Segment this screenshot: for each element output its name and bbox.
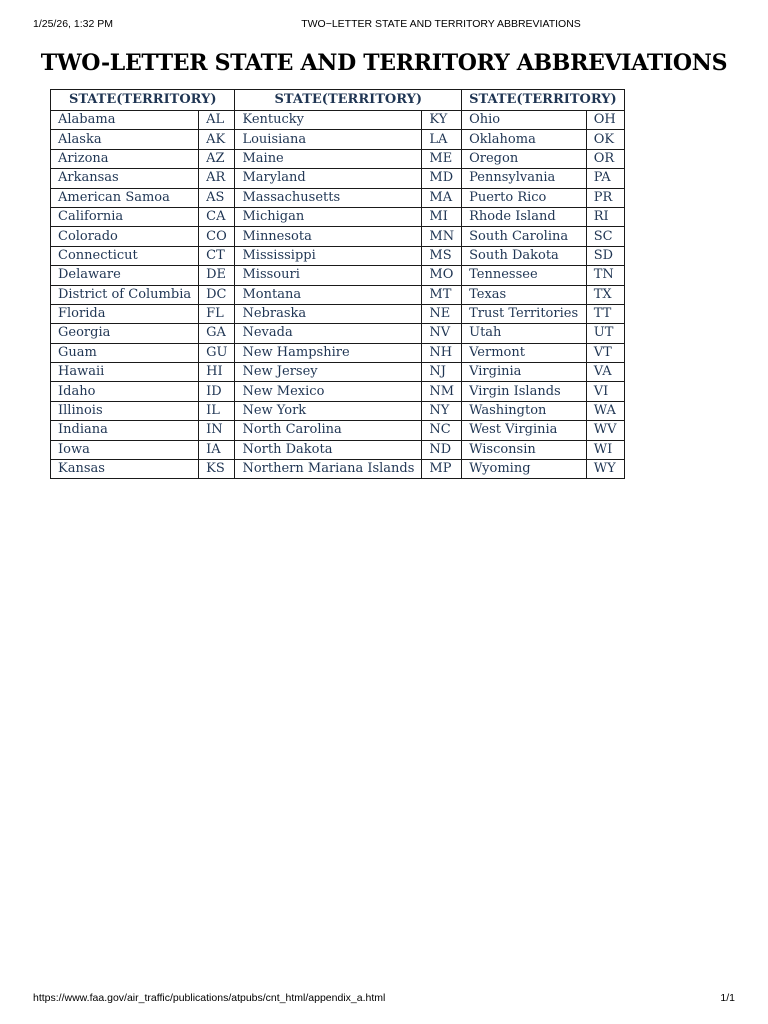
table-row [51, 266, 625, 285]
state-name-cell: Guam [51, 343, 199, 362]
state-name-cell: Maine [235, 149, 422, 168]
table-row [51, 304, 625, 323]
table-row [51, 207, 625, 226]
state-code-cell: IA [199, 440, 235, 459]
state-code-cell: GU [199, 343, 235, 362]
state-code-cell: TN [586, 266, 624, 285]
state-name-cell: Mississippi [235, 246, 422, 265]
state-code-cell: MP [422, 460, 462, 479]
table-row [51, 188, 625, 207]
state-name-cell: New York [235, 401, 422, 420]
state-name-cell: Idaho [51, 382, 199, 401]
state-name-cell: North Carolina [235, 421, 422, 440]
state-code-cell: AL [199, 111, 235, 130]
state-name-cell: Kentucky [235, 111, 422, 130]
table-row [51, 440, 625, 459]
state-name-cell: American Samoa [51, 188, 199, 207]
state-code-cell: CA [199, 207, 235, 226]
table-body [51, 111, 625, 479]
state-name-cell: Oklahoma [462, 130, 587, 149]
state-name-cell: Utah [462, 324, 587, 343]
state-code-cell: HI [199, 363, 235, 382]
state-code-cell: MN [422, 227, 462, 246]
table-row [51, 363, 625, 382]
state-name-cell: Louisiana [235, 130, 422, 149]
print-footer-url: https://www.faa.gov/air_traffic/publications/atpubs/cnt_html/appendix_a.html [33, 992, 386, 1004]
state-name-cell: Florida [51, 304, 199, 323]
print-header-title: TWO−LETTER STATE AND TERRITORY ABBREVIATIONS [301, 18, 581, 30]
state-code-cell: NE [422, 304, 462, 323]
table-row [51, 460, 625, 479]
document-title: TWO-LETTER STATE AND TERRITORY ABBREVIATIONS [40, 50, 728, 76]
state-code-cell: AZ [199, 149, 235, 168]
state-name-cell: Missouri [235, 266, 422, 285]
state-code-cell: IL [199, 401, 235, 420]
state-name-cell: Oregon [462, 149, 587, 168]
table-row [51, 111, 625, 130]
column-header-3: STATE(TERRITORY) [462, 90, 625, 111]
state-name-cell: Tennessee [462, 266, 587, 285]
state-code-cell: VA [586, 363, 624, 382]
state-code-cell: AR [199, 169, 235, 188]
table-row [51, 343, 625, 362]
state-name-cell: South Carolina [462, 227, 587, 246]
state-name-cell: Rhode Island [462, 207, 587, 226]
state-name-cell: Delaware [51, 266, 199, 285]
table-row [51, 169, 625, 188]
state-code-cell: PA [586, 169, 624, 188]
state-name-cell: Texas [462, 285, 587, 304]
table-row [51, 130, 625, 149]
state-name-cell: Ohio [462, 111, 587, 130]
state-code-cell: IN [199, 421, 235, 440]
state-code-cell: NV [422, 324, 462, 343]
state-code-cell: OK [586, 130, 624, 149]
state-name-cell: Wyoming [462, 460, 587, 479]
state-name-cell: Vermont [462, 343, 587, 362]
state-name-cell: Virgin Islands [462, 382, 587, 401]
table-row [51, 421, 625, 440]
table-row [51, 149, 625, 168]
column-header-1: STATE(TERRITORY) [51, 90, 235, 111]
state-code-cell: AS [199, 188, 235, 207]
state-name-cell: Iowa [51, 440, 199, 459]
state-name-cell: Connecticut [51, 246, 199, 265]
state-code-cell: VT [586, 343, 624, 362]
state-code-cell: KS [199, 460, 235, 479]
state-name-cell: South Dakota [462, 246, 587, 265]
state-code-cell: GA [199, 324, 235, 343]
state-code-cell: FL [199, 304, 235, 323]
state-name-cell: Alabama [51, 111, 199, 130]
table-row [51, 227, 625, 246]
state-name-cell: Nebraska [235, 304, 422, 323]
state-name-cell: District of Columbia [51, 285, 199, 304]
abbreviations-table [50, 89, 625, 479]
state-code-cell: NM [422, 382, 462, 401]
state-name-cell: Puerto Rico [462, 188, 587, 207]
state-code-cell: SC [586, 227, 624, 246]
state-name-cell: Washington [462, 401, 587, 420]
state-code-cell: NC [422, 421, 462, 440]
state-code-cell: TT [586, 304, 624, 323]
state-code-cell: CT [199, 246, 235, 265]
table-row [51, 401, 625, 420]
state-name-cell: North Dakota [235, 440, 422, 459]
state-code-cell: AK [199, 130, 235, 149]
state-code-cell: TX [586, 285, 624, 304]
table-row [51, 324, 625, 343]
column-header-2: STATE(TERRITORY) [235, 90, 462, 111]
state-name-cell: Northern Mariana Islands [235, 460, 422, 479]
state-name-cell: Nevada [235, 324, 422, 343]
state-code-cell: LA [422, 130, 462, 149]
state-code-cell: OR [586, 149, 624, 168]
state-code-cell: NY [422, 401, 462, 420]
state-name-cell: Indiana [51, 421, 199, 440]
state-code-cell: NJ [422, 363, 462, 382]
state-name-cell: Minnesota [235, 227, 422, 246]
state-code-cell: WI [586, 440, 624, 459]
state-name-cell: Michigan [235, 207, 422, 226]
state-code-cell: MD [422, 169, 462, 188]
table-header-row [51, 90, 625, 111]
state-code-cell: VI [586, 382, 624, 401]
state-name-cell: Georgia [51, 324, 199, 343]
state-name-cell: Pennsylvania [462, 169, 587, 188]
state-code-cell: SD [586, 246, 624, 265]
state-name-cell: Trust Territories [462, 304, 587, 323]
state-code-cell: UT [586, 324, 624, 343]
state-name-cell: Alaska [51, 130, 199, 149]
state-code-cell: WV [586, 421, 624, 440]
state-name-cell: Colorado [51, 227, 199, 246]
state-code-cell: DC [199, 285, 235, 304]
state-code-cell: MI [422, 207, 462, 226]
state-name-cell: Montana [235, 285, 422, 304]
state-name-cell: Massachusetts [235, 188, 422, 207]
print-footer-page-number: 1/1 [720, 992, 735, 1004]
state-code-cell: KY [422, 111, 462, 130]
table-row [51, 285, 625, 304]
state-code-cell: OH [586, 111, 624, 130]
state-name-cell: California [51, 207, 199, 226]
state-code-cell: ID [199, 382, 235, 401]
state-code-cell: RI [586, 207, 624, 226]
state-code-cell: MT [422, 285, 462, 304]
state-code-cell: MA [422, 188, 462, 207]
state-name-cell: Kansas [51, 460, 199, 479]
state-code-cell: WY [586, 460, 624, 479]
state-code-cell: ND [422, 440, 462, 459]
state-name-cell: Hawaii [51, 363, 199, 382]
state-name-cell: Arkansas [51, 169, 199, 188]
table-row [51, 246, 625, 265]
state-name-cell: New Hampshire [235, 343, 422, 362]
print-header-datetime: 1/25/26, 1:32 PM [33, 18, 113, 30]
state-code-cell: DE [199, 266, 235, 285]
state-name-cell: New Mexico [235, 382, 422, 401]
state-code-cell: PR [586, 188, 624, 207]
table-row [51, 382, 625, 401]
state-name-cell: Arizona [51, 149, 199, 168]
state-code-cell: CO [199, 227, 235, 246]
state-code-cell: WA [586, 401, 624, 420]
state-name-cell: Virginia [462, 363, 587, 382]
state-name-cell: New Jersey [235, 363, 422, 382]
state-name-cell: West Virginia [462, 421, 587, 440]
state-name-cell: Wisconsin [462, 440, 587, 459]
state-code-cell: MS [422, 246, 462, 265]
state-code-cell: ME [422, 149, 462, 168]
state-name-cell: Illinois [51, 401, 199, 420]
state-code-cell: NH [422, 343, 462, 362]
state-code-cell: MO [422, 266, 462, 285]
state-name-cell: Maryland [235, 169, 422, 188]
